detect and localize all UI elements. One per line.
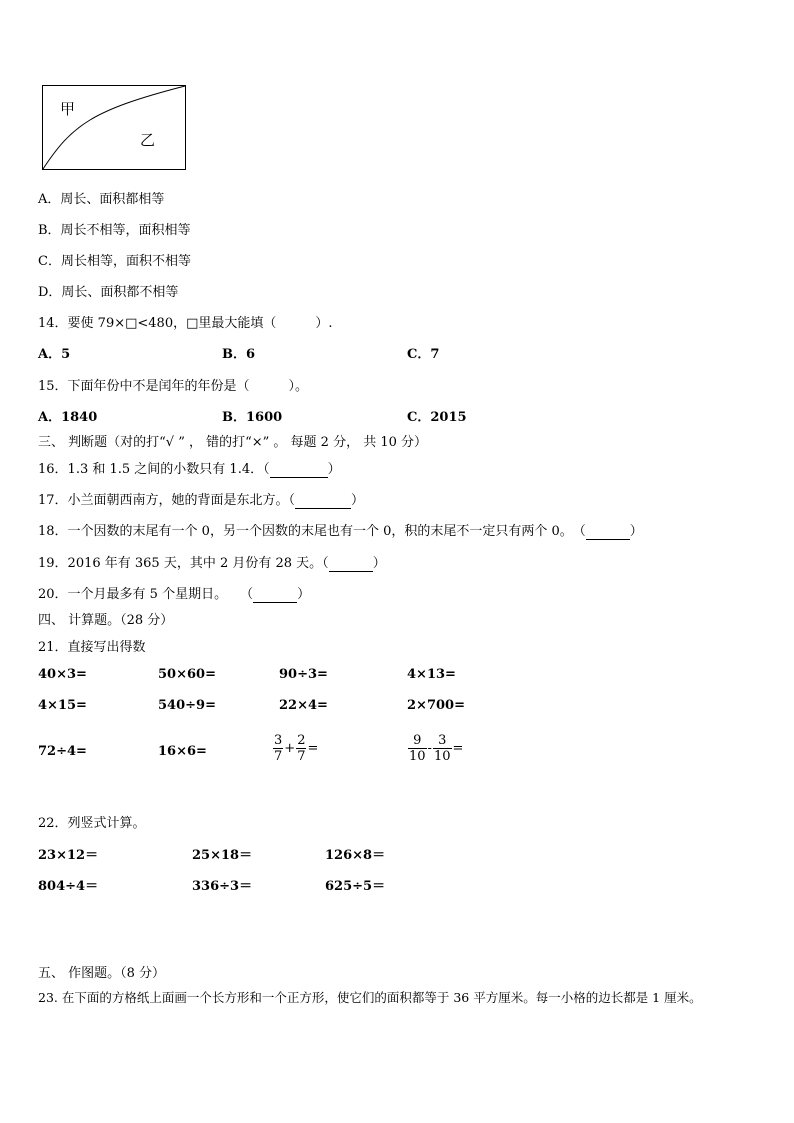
- judge-18-tail: ）: [629, 524, 643, 539]
- q21-r3-c1: 72÷4=: [38, 744, 87, 759]
- q21-r1-c3: 90÷3=: [279, 667, 328, 682]
- judge-16-blank[interactable]: [270, 462, 328, 478]
- judge-item-17: [38, 489, 364, 509]
- judge-19-blank[interactable]: [329, 556, 373, 572]
- equals-sign: =: [452, 741, 464, 756]
- q22-stem: 22．列竖式计算。: [38, 816, 146, 831]
- section-5-heading: 五、 作图题。（8 分）: [38, 966, 166, 981]
- q14-option-a: A．5: [38, 347, 71, 362]
- judge-20-text: 20．一个月最多有 5 个星期日。 （: [38, 587, 254, 602]
- judge-17-blank[interactable]: [295, 493, 351, 509]
- q14-option-c: C．7: [407, 347, 440, 362]
- q13-option-d: D．周长、面积都不相等: [38, 285, 179, 300]
- q21-r1-c2: 50×60=: [158, 667, 216, 682]
- q22-r2-c3: 625÷5＝: [325, 879, 386, 894]
- q22-r1-c2: 25×18＝: [192, 848, 253, 863]
- q21-stem: 21．直接写出得数: [38, 640, 146, 655]
- q15-stem: 15．下面年份中不是闰年的年份是（ ）。: [38, 379, 309, 394]
- q22-r1-c1: 23×12＝: [38, 848, 99, 863]
- judge-20-tail: ）: [297, 587, 311, 602]
- q21-r1-c4: 4×13=: [407, 667, 456, 682]
- q21-r2-c3: 22×4=: [279, 698, 328, 713]
- q21-r2-c1: 4×15=: [38, 698, 87, 713]
- judge-18-blank[interactable]: [586, 524, 630, 540]
- minus-sign: -: [427, 741, 432, 756]
- judge-19-text: 19．2016 年有 365 天，其中 2 月份有 28 天。（: [38, 556, 329, 571]
- q15-option-c: C．2015: [407, 410, 467, 425]
- section-4-heading: 四、 计算题。（28 分）: [38, 613, 174, 628]
- section-3-heading: 三、 判断题（对的打“√ ” ， 错的打“×” 。 每题 2 分， 共 10 分）: [38, 435, 428, 450]
- q21-fraction-expr-1: [273, 733, 319, 764]
- equals-sign: =: [307, 741, 319, 756]
- label-jia: 甲: [60, 100, 76, 118]
- judge-17-tail: ）: [351, 493, 365, 508]
- q23-stem: 23. 在下面的方格纸上面画一个长方形和一个正方形，使它们的面积都等于 36 平方厘米。每一小格的边长都是 1 厘米。: [38, 990, 702, 1005]
- q15-option-b: B．1600: [222, 410, 283, 425]
- q21-r3-c2: 16×6=: [158, 744, 207, 759]
- q22-r2-c2: 336÷3＝: [192, 879, 253, 894]
- judge-item-18: [38, 520, 643, 540]
- judge-16-tail: ）: [327, 462, 341, 477]
- fraction-3-7: $\frac{3}{7}$: [274, 733, 283, 764]
- q22-r2-c1: 804÷4＝: [38, 879, 99, 894]
- judge-item-20: [38, 583, 310, 603]
- judge-item-19: [38, 552, 386, 572]
- q22-r1-c3: 126×8＝: [325, 848, 386, 863]
- fraction-3-10: $\frac{3}{10}$: [433, 733, 451, 764]
- label-yi: 乙: [140, 131, 156, 149]
- judge-18-text: 18．一个因数的末尾有一个 0，另一个因数的末尾也有一个 0，积的末尾不一定只有两个 0。 （: [38, 524, 586, 539]
- q13-option-b: B．周长不相等，面积相等: [38, 223, 191, 238]
- q21-r2-c4: 2×700=: [407, 698, 465, 713]
- fraction-9-10: $\frac{9}{10}$: [409, 733, 426, 764]
- q14-option-b: B．6: [222, 347, 256, 362]
- judge-20-blank[interactable]: [253, 587, 297, 603]
- judge-17-text: 17．小兰面朝西南方，她的背面是东北方。（: [38, 493, 296, 508]
- q21-r1-c1: 40×3=: [38, 667, 87, 682]
- q13-option-a: A．周长、面积都相等: [38, 192, 165, 207]
- q13-option-c: C．周长相等，面积不相等: [38, 254, 191, 269]
- fraction-2-7: $\frac{2}{7}$: [297, 733, 306, 764]
- judge-16-text: 16．1.3 和 1.5 之间的小数只有 1.4．（: [38, 462, 270, 477]
- judge-item-16: [38, 458, 341, 478]
- q21-fraction-expr-2: [408, 733, 464, 764]
- curve-diagram: [42, 85, 186, 170]
- judge-19-tail: ）: [372, 556, 386, 571]
- q14-stem: 14．要使 79×□<480，□里最大能填（ ）.: [38, 316, 333, 331]
- q15-option-a: A．1840: [38, 410, 98, 425]
- plus-sign: +: [284, 741, 296, 756]
- figure-rectangle-with-curve: [42, 85, 186, 170]
- q21-r2-c2: 540÷9=: [158, 698, 216, 713]
